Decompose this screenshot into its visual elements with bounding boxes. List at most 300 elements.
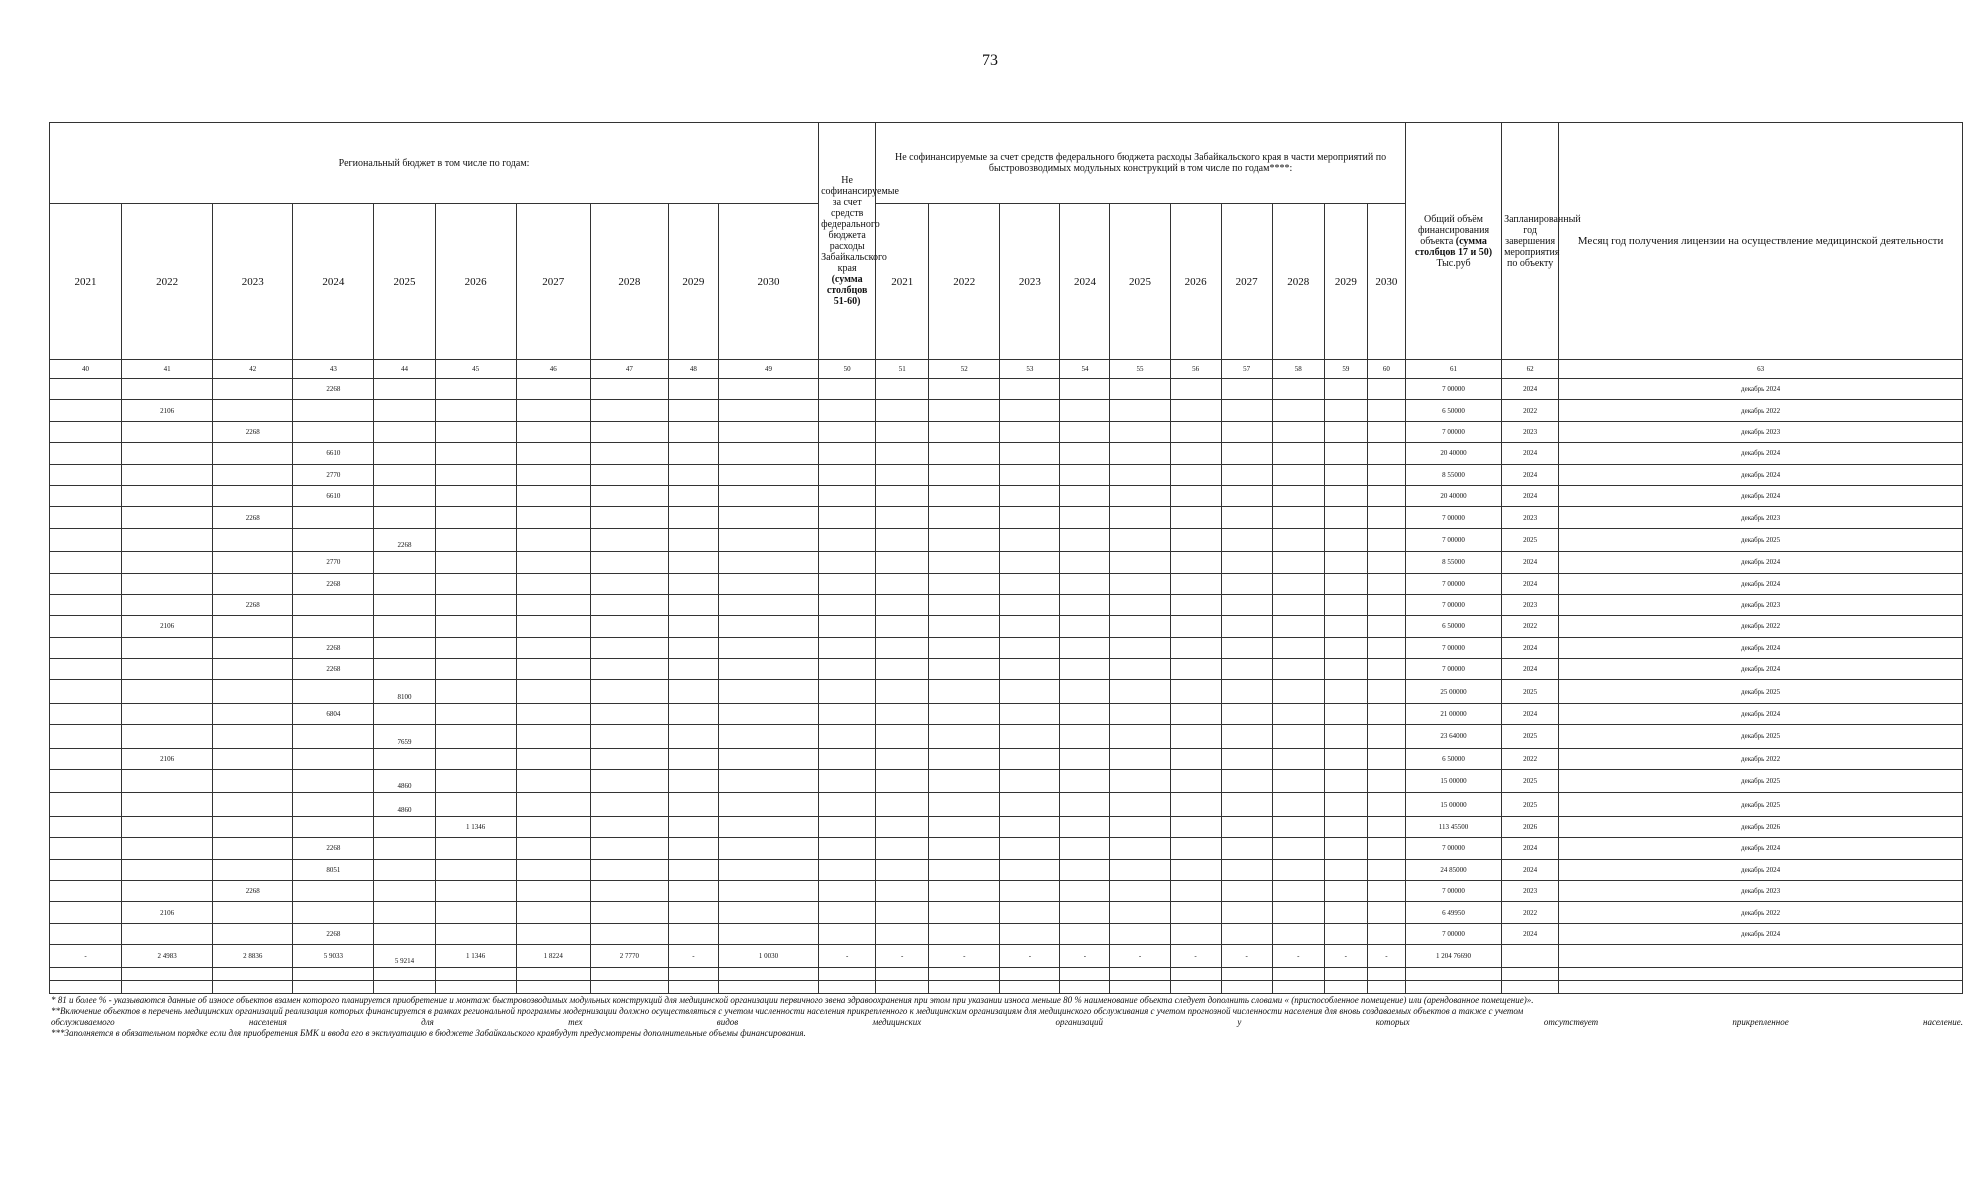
planned-year-cell: 2024 [1502, 464, 1559, 485]
planned-year-cell: 2025 [1502, 680, 1559, 703]
planned-year-cell: 2024 [1502, 637, 1559, 658]
planned-year-cell: 2024 [1502, 923, 1559, 944]
fed-cell [929, 379, 1000, 400]
regional-cell [516, 880, 590, 901]
not-cofinanced-cell [819, 616, 876, 637]
regional-cell [122, 923, 213, 944]
fed-cell [876, 902, 929, 923]
fed-cell [876, 816, 929, 837]
fed-cell [1324, 859, 1367, 880]
total-regional-cell: - [50, 945, 122, 968]
regional-cell [435, 902, 516, 923]
fed-cell [929, 902, 1000, 923]
regional-cell [50, 552, 122, 573]
footnote-1: * 81 и более % - указываются данные об износе объектов взамен которого планируется приобретение и монтаж быстровозводимых модульных конструкций для медицинской организации первичного звена здравоохранения при этом при указании износа меньше 80 % наименование объекта следует дополнить словами « (приспособленное помещение) или (арендованное помещение)». [51, 995, 1534, 1005]
regional-cell [213, 859, 293, 880]
regional-cell [590, 507, 668, 528]
regional-cell [122, 637, 213, 658]
license-cell: декабрь 2025 [1559, 793, 1963, 816]
fed-cell [1170, 880, 1221, 901]
fed-cell [1272, 594, 1324, 615]
fed-cell [1324, 748, 1367, 769]
regional-cell [590, 923, 668, 944]
regional-cell [293, 528, 374, 551]
regional-cell [516, 725, 590, 748]
fed-cell [929, 748, 1000, 769]
fed-cell [1060, 443, 1110, 464]
regional-cell: 7659 [374, 725, 435, 748]
total-fed-cell: - [1272, 945, 1324, 968]
total-cell: 7 00000 [1405, 838, 1501, 859]
not-cofinanced-cell [819, 507, 876, 528]
total-regional-cell: 1 0030 [718, 945, 818, 968]
total-cell: 6 50000 [1405, 748, 1501, 769]
regional-cell [122, 485, 213, 506]
column-number: 55 [1110, 360, 1170, 379]
fed-cell [1324, 421, 1367, 442]
total-cell: 15 00000 [1405, 770, 1501, 793]
regional-year-header: 2025 [374, 204, 435, 360]
fed-cell [1110, 725, 1170, 748]
table-row [50, 616, 1963, 637]
fed-cell [1272, 528, 1324, 551]
license-cell: декабрь 2025 [1559, 770, 1963, 793]
fed-year-header: 2021 [876, 204, 929, 360]
column-number: 60 [1367, 360, 1405, 379]
fed-cell [876, 379, 929, 400]
empty-cell [293, 968, 374, 981]
fed-cell [1272, 464, 1324, 485]
fed-cell [1170, 923, 1221, 944]
empty-cell [50, 968, 122, 981]
not-cofinanced-cell [819, 923, 876, 944]
empty-cell [374, 968, 435, 981]
column-number: 62 [1502, 360, 1559, 379]
total-regional-cell: 1 1346 [435, 945, 516, 968]
regional-cell: 2268 [213, 594, 293, 615]
fed-cell [1000, 725, 1060, 748]
total-cell: 8 55000 [1405, 552, 1501, 573]
total-cell: 113 45500 [1405, 816, 1501, 837]
regional-cell [516, 680, 590, 703]
fed-cell [1221, 507, 1272, 528]
planned-year-cell: 2023 [1502, 880, 1559, 901]
empty-cell [435, 968, 516, 981]
fed-cell [1060, 528, 1110, 551]
not-cofinanced-cell [819, 902, 876, 923]
fed-cell [1000, 485, 1060, 506]
regional-cell [590, 725, 668, 748]
regional-cell [718, 748, 818, 769]
fed-cell [1324, 573, 1367, 594]
fed-cell [876, 793, 929, 816]
fed-cell [1221, 528, 1272, 551]
regional-cell [590, 659, 668, 680]
fed-cell [1170, 680, 1221, 703]
fed-cell [1324, 770, 1367, 793]
fed-year-header: 2024 [1060, 204, 1110, 360]
fed-cell [1060, 616, 1110, 637]
fed-cell [876, 637, 929, 658]
financing-table [49, 122, 1963, 994]
empty-cell [1272, 981, 1324, 994]
fed-cell [1110, 594, 1170, 615]
regional-cell: 4860 [374, 793, 435, 816]
not-cofinanced-cell [819, 793, 876, 816]
fed-cell [1170, 507, 1221, 528]
table-row [50, 528, 1963, 551]
empty-cell [1000, 981, 1060, 994]
fed-year-header: 2023 [1000, 204, 1060, 360]
regional-cell [374, 421, 435, 442]
planned-year-header: Запланированный год завершения мероприятия по объекту [1502, 123, 1559, 360]
table-row [50, 703, 1963, 724]
fed-cell [1272, 816, 1324, 837]
planned-year-cell: 2025 [1502, 793, 1559, 816]
regional-cell: 2770 [293, 464, 374, 485]
empty-cell [1221, 968, 1272, 981]
regional-cell [213, 616, 293, 637]
regional-cell [213, 443, 293, 464]
license-cell: декабрь 2023 [1559, 507, 1963, 528]
fed-cell [1221, 725, 1272, 748]
fed-cell [1221, 902, 1272, 923]
total-year-cell [1502, 945, 1559, 968]
regional-cell [590, 816, 668, 837]
regional-cell [213, 725, 293, 748]
total-fed-cell: - [1324, 945, 1367, 968]
fed-cell [1000, 379, 1060, 400]
regional-cell [516, 703, 590, 724]
fed-cell [1170, 485, 1221, 506]
regional-cell: 2106 [122, 748, 213, 769]
regional-cell [718, 923, 818, 944]
regional-cell [668, 528, 718, 551]
fed-cell [929, 793, 1000, 816]
regional-cell: 4860 [374, 770, 435, 793]
planned-year-cell: 2024 [1502, 859, 1559, 880]
regional-cell [718, 464, 818, 485]
fed-cell [1170, 838, 1221, 859]
regional-cell [374, 400, 435, 421]
regional-cell: 2268 [213, 421, 293, 442]
fed-cell [1367, 725, 1405, 748]
total-regional-cell: 5 9214 [374, 945, 435, 968]
fed-cell [1110, 748, 1170, 769]
fed-cell [1272, 507, 1324, 528]
regional-cell [293, 421, 374, 442]
fed-cell [1110, 637, 1170, 658]
table-row [50, 443, 1963, 464]
regional-cell: 2770 [293, 552, 374, 573]
fed-cell [1110, 680, 1170, 703]
column-number: 46 [516, 360, 590, 379]
fed-cell [1367, 902, 1405, 923]
planned-year-cell: 2022 [1502, 902, 1559, 923]
regional-cell [590, 637, 668, 658]
regional-cell [374, 859, 435, 880]
fed-cell [1324, 659, 1367, 680]
fed-cell [1324, 443, 1367, 464]
regional-cell [213, 680, 293, 703]
license-cell: декабрь 2024 [1559, 573, 1963, 594]
regional-cell: 2268 [293, 923, 374, 944]
total-cell: 23 64000 [1405, 725, 1501, 748]
empty-cell [718, 981, 818, 994]
column-number: 43 [293, 360, 374, 379]
table-row [50, 770, 1963, 793]
fed-cell [929, 725, 1000, 748]
empty-cell [876, 968, 929, 981]
license-cell: декабрь 2024 [1559, 637, 1963, 658]
regional-cell [122, 552, 213, 573]
regional-cell [516, 637, 590, 658]
regional-cell [435, 528, 516, 551]
regional-cell [122, 594, 213, 615]
regional-cell [293, 680, 374, 703]
fed-cell [929, 880, 1000, 901]
regional-cell [122, 725, 213, 748]
empty-cell [668, 968, 718, 981]
empty-cell [122, 968, 213, 981]
regional-cell [718, 880, 818, 901]
fed-cell [876, 859, 929, 880]
fed-cell [876, 616, 929, 637]
fed-cell [1367, 838, 1405, 859]
regional-cell [668, 637, 718, 658]
regional-cell [718, 552, 818, 573]
fed-cell [1272, 748, 1324, 769]
regional-cell [516, 859, 590, 880]
fed-cell [1221, 637, 1272, 658]
total-cell: 7 00000 [1405, 637, 1501, 658]
not-cofinanced-cell [819, 443, 876, 464]
fed-cell [876, 703, 929, 724]
fed-cell [1060, 793, 1110, 816]
regional-cell [516, 793, 590, 816]
fed-cell [876, 880, 929, 901]
license-cell: декабрь 2024 [1559, 838, 1963, 859]
total-fed-cell: - [929, 945, 1000, 968]
regional-cell: 2106 [122, 902, 213, 923]
fed-cell [1272, 637, 1324, 658]
empty-cell [718, 968, 818, 981]
regional-cell [50, 573, 122, 594]
planned-year-cell: 2023 [1502, 421, 1559, 442]
not-cofinanced-text: Не софинансируемые за счет средств федерального бюджета расходы Забайкальского края [821, 175, 899, 274]
fed-cell [1170, 400, 1221, 421]
fed-cell [1221, 923, 1272, 944]
regional-cell [435, 421, 516, 442]
table-row [50, 421, 1963, 442]
fed-cell [1324, 379, 1367, 400]
fed-cell [876, 552, 929, 573]
regional-cell [50, 400, 122, 421]
regional-cell [718, 703, 818, 724]
regional-cell [718, 485, 818, 506]
fed-cell [1367, 816, 1405, 837]
table-row [50, 400, 1963, 421]
empty-cell [819, 981, 876, 994]
license-cell: декабрь 2024 [1559, 859, 1963, 880]
regional-cell [435, 725, 516, 748]
regional-cell [516, 816, 590, 837]
planned-year-cell: 2025 [1502, 770, 1559, 793]
empty-cell [876, 981, 929, 994]
fed-cell [1170, 859, 1221, 880]
fed-cell [1272, 859, 1324, 880]
fed-cell [929, 528, 1000, 551]
regional-cell [668, 880, 718, 901]
regional-cell [516, 443, 590, 464]
fed-cell [1060, 859, 1110, 880]
fed-cell [1272, 838, 1324, 859]
regional-cell [122, 859, 213, 880]
regional-cell [718, 770, 818, 793]
fed-cell [1272, 443, 1324, 464]
license-cell: декабрь 2022 [1559, 400, 1963, 421]
regional-cell [122, 421, 213, 442]
fed-cell [1170, 770, 1221, 793]
fed-cell [1170, 379, 1221, 400]
regional-cell [122, 770, 213, 793]
fed-cell [1324, 507, 1367, 528]
regional-cell [516, 902, 590, 923]
regional-cell [718, 659, 818, 680]
footnote-3: ***Заполняется в обязательном порядке если для приобретения БМК и ввода его в эксплуатацию в бюджете Забайкальского краябудут предусмотрены дополнительные объемы финансирования. [51, 1028, 806, 1038]
fed-cell [876, 485, 929, 506]
regional-cell [50, 485, 122, 506]
total-financing-unit: Тыс.руб [1436, 257, 1471, 269]
column-number: 45 [435, 360, 516, 379]
fed-cell [1110, 793, 1170, 816]
fed-cell [1000, 507, 1060, 528]
fed-cell [1060, 485, 1110, 506]
fed-cell [1367, 507, 1405, 528]
regional-cell [590, 379, 668, 400]
regional-cell [293, 770, 374, 793]
footnotes [51, 995, 1963, 1039]
empty-cell [929, 981, 1000, 994]
fed-cell [1272, 923, 1324, 944]
regional-cell [718, 859, 818, 880]
empty-row [50, 981, 1963, 994]
regional-cell [516, 923, 590, 944]
empty-cell [590, 968, 668, 981]
regional-budget-header: Региональный бюджет в том числе по годам: [50, 123, 819, 204]
empty-cell [1559, 981, 1963, 994]
license-cell: декабрь 2025 [1559, 725, 1963, 748]
regional-cell [516, 770, 590, 793]
regional-cell [374, 464, 435, 485]
regional-cell [590, 880, 668, 901]
table-row [50, 680, 1963, 703]
fed-cell [1110, 859, 1170, 880]
fed-cell [1110, 400, 1170, 421]
fed-cell [1000, 528, 1060, 551]
license-cell: декабрь 2024 [1559, 464, 1963, 485]
fed-cell [876, 421, 929, 442]
fed-cell [1221, 443, 1272, 464]
fed-cell [1221, 421, 1272, 442]
fed-cell [1000, 923, 1060, 944]
regional-cell [213, 703, 293, 724]
fed-cell [1221, 793, 1272, 816]
regional-cell [50, 464, 122, 485]
regional-cell [516, 573, 590, 594]
fed-cell [1367, 637, 1405, 658]
fed-cell [1110, 552, 1170, 573]
fed-cell [1324, 528, 1367, 551]
regional-cell [590, 793, 668, 816]
regional-cell [590, 838, 668, 859]
not-cofinanced-cell [819, 770, 876, 793]
fed-cell [1324, 552, 1367, 573]
table-row [50, 880, 1963, 901]
regional-cell [668, 703, 718, 724]
regional-cell [668, 594, 718, 615]
column-number: 47 [590, 360, 668, 379]
not-cofinanced-cell [819, 485, 876, 506]
fed-cell [1324, 464, 1367, 485]
regional-cell [590, 421, 668, 442]
regional-cell [516, 464, 590, 485]
not-cofinanced-cell [819, 594, 876, 615]
regional-cell [374, 507, 435, 528]
regional-cell [213, 637, 293, 658]
fed-cell [1060, 573, 1110, 594]
column-number: 40 [50, 360, 122, 379]
regional-cell [718, 573, 818, 594]
regional-cell [435, 485, 516, 506]
fed-cell [1367, 748, 1405, 769]
fed-cell [1110, 507, 1170, 528]
fed-cell [1060, 421, 1110, 442]
regional-cell [50, 725, 122, 748]
fed-cell [1000, 573, 1060, 594]
regional-cell [50, 880, 122, 901]
regional-year-header: 2023 [213, 204, 293, 360]
fed-year-header: 2026 [1170, 204, 1221, 360]
regional-cell [122, 703, 213, 724]
fed-cell [1324, 923, 1367, 944]
regional-cell [590, 400, 668, 421]
regional-cell [122, 680, 213, 703]
fed-cell [1110, 528, 1170, 551]
fed-cell [929, 816, 1000, 837]
regional-year-header: 2030 [718, 204, 818, 360]
regional-cell [516, 616, 590, 637]
empty-cell [1000, 968, 1060, 981]
not-cofinanced-header [819, 123, 899, 360]
fed-cell [1367, 880, 1405, 901]
regional-cell [435, 770, 516, 793]
fed-cell [1324, 485, 1367, 506]
regional-cell [122, 816, 213, 837]
regional-year-header: 2022 [122, 204, 213, 360]
regional-cell [668, 573, 718, 594]
fed-cell [1060, 680, 1110, 703]
table-row [50, 838, 1963, 859]
regional-cell [590, 464, 668, 485]
fed-cell [1110, 421, 1170, 442]
table-row [50, 485, 1963, 506]
fed-cell [876, 748, 929, 769]
fed-cell [1060, 748, 1110, 769]
financing-table-sheet [49, 122, 1963, 994]
regional-cell: 2106 [122, 616, 213, 637]
fed-cell [1170, 902, 1221, 923]
